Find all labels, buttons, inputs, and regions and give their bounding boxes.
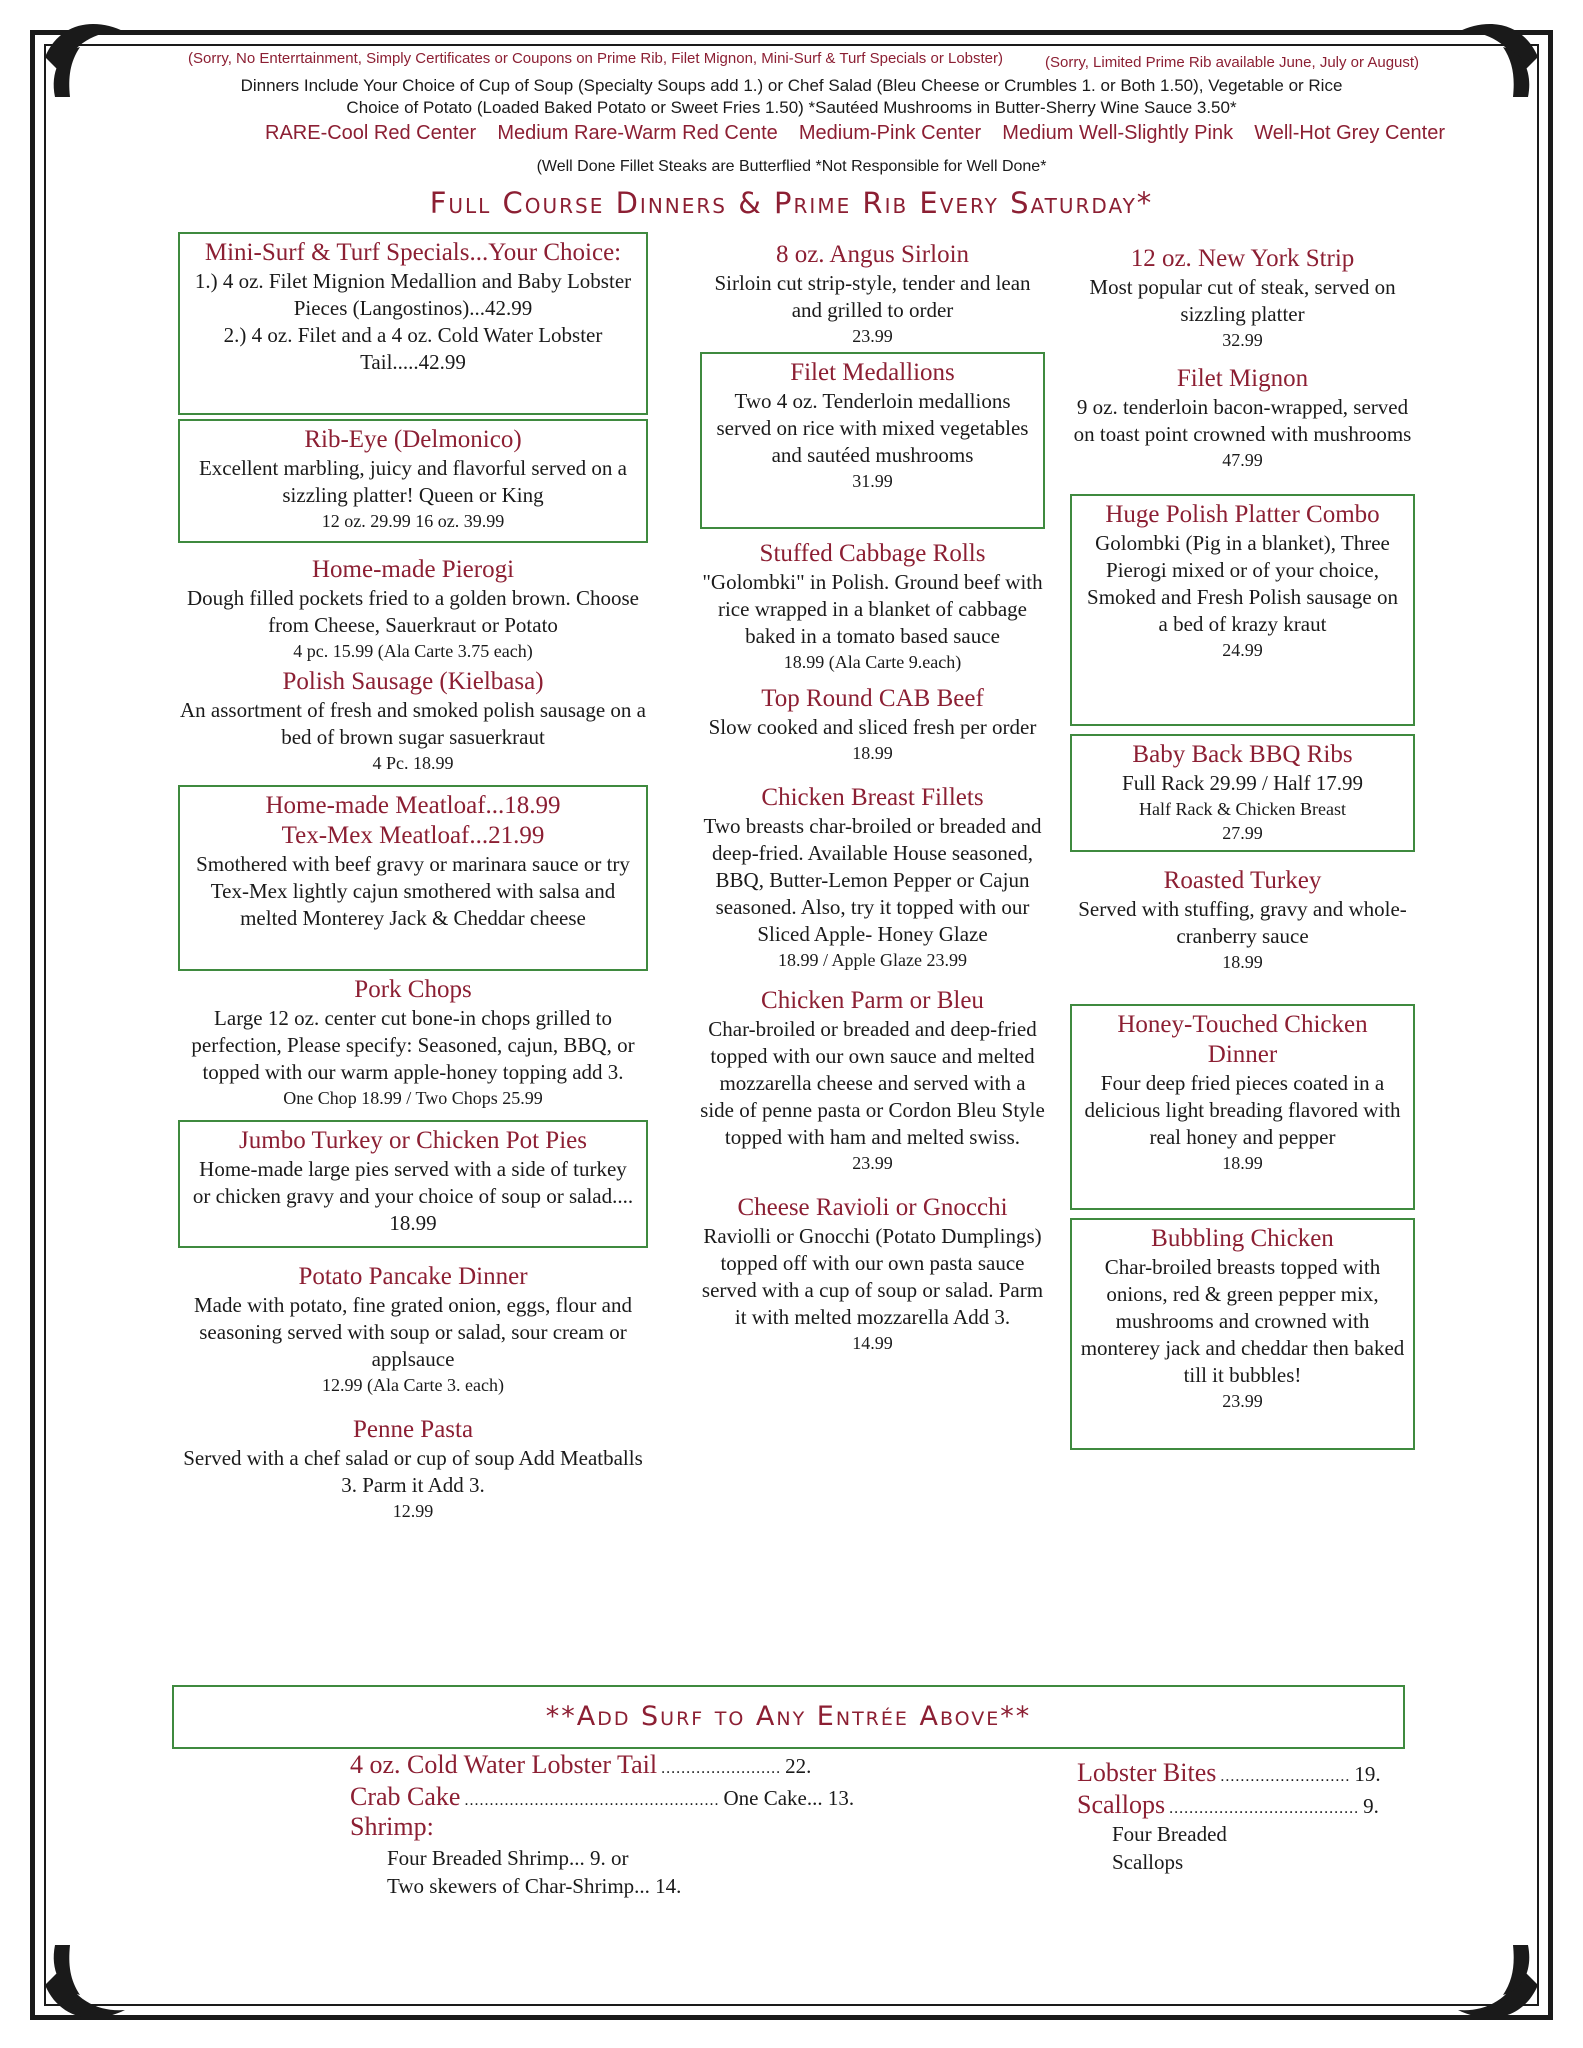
scallops-detail-2: Scallops	[1112, 1850, 1184, 1874]
item-desc: Dough filled pockets fried to a golden brown. Choose from Cheese, Sauerkraut or Potato	[187, 586, 639, 637]
item-desc: Home-made large pies served with a side of turkey or chicken gravy and your choice of soup or salad.... 18.99	[192, 1157, 634, 1235]
doneness-well: Well-Hot Grey Center	[1254, 122, 1445, 144]
item-price: 4 pc. 15.99 (Ala Carte 3.75 each)	[293, 641, 533, 661]
item-price: One Chop 18.99 / Two Chops 25.99	[283, 1088, 543, 1108]
item-price: 18.99 (Ala Carte 9.each)	[783, 652, 962, 672]
item-price: 23.99	[852, 1153, 893, 1173]
menu-item	[700, 684, 1045, 765]
item-desc: An assortment of fresh and smoked polish sausage on a bed of brown sugar sasuerkraut	[180, 698, 646, 749]
leader-dots: ......................................	[1169, 1800, 1360, 1817]
menu-item	[700, 240, 1045, 348]
item-price: 18.99	[852, 743, 893, 763]
item-price: 23.99	[1222, 1391, 1263, 1411]
item-price: 24.99	[1222, 640, 1263, 660]
crab-cake-name: Crab Cake	[350, 1782, 461, 1811]
well-done-note: (Well Done Fillet Steaks are Butterflied *Not Responsible for Well Done*	[536, 158, 1047, 175]
menu-item	[1070, 866, 1415, 974]
item-price: 18.99	[1222, 1153, 1263, 1173]
item-name: Pork Chops	[354, 976, 472, 1003]
item-desc: "Golombki" in Polish. Ground beef with rice wrapped in a blanket of cabbage baked in a tomato based sauce	[702, 570, 1043, 648]
item-price: 18.99	[1222, 952, 1263, 972]
menu-item	[178, 975, 648, 1110]
lobster-tail-row	[350, 1750, 811, 1780]
dinner-includes-line: Dinners Include Your Choice of Cup of Soup (Specialty Soups add 1.) or Chef Salad (Bleu Cheese or Crumbles 1. or Both 1.50), Vegetable or Rice	[240, 76, 1343, 95]
item-name: Potato Pancake Dinner	[298, 1263, 528, 1290]
item-desc: Four deep fried pieces coated in a delicious light breading flavored with real honey and pepper	[1084, 1071, 1401, 1149]
menu-item	[1070, 364, 1415, 472]
scallops-row	[1077, 1790, 1379, 1820]
doneness-medium: Medium-Pink Center	[798, 122, 982, 144]
scallops-detail-1: Four Breaded	[1112, 1822, 1227, 1846]
add-surf-title: **Add Surf to Any Entrée Above**	[545, 1701, 1032, 1732]
shrimp-heading: Shrimp:	[350, 1812, 434, 1841]
item-name: Chicken Parm or Bleu	[761, 987, 984, 1014]
doneness-medium-well: Medium Well-Slightly Pink	[1002, 122, 1234, 144]
item-desc: 1.) 4 oz. Filet Mignion Medallion and Baby Lobster Pieces (Langostinos)...42.99	[194, 269, 632, 320]
item-name: 12 oz. New York Strip	[1130, 245, 1355, 272]
item-price: 23.99	[852, 326, 893, 346]
item-name: Tex-Mex Meatloaf...21.99	[281, 822, 545, 849]
item-price: 12.99 (Ala Carte 3. each)	[322, 1375, 504, 1395]
item-name: Top Round CAB Beef	[761, 685, 984, 712]
item-desc: Large 12 oz. center cut bone-in chops grilled to perfection, Please specify: Seasoned, cajun, BBQ, or topped with our warm apple-honey topping add 3.	[191, 1006, 635, 1084]
item-desc: 2.) 4 oz. Filet and a 4 oz. Cold Water Lobster Tail.....42.99	[223, 323, 603, 374]
crab-cake-row	[350, 1782, 854, 1812]
doneness-medium-rare: Medium Rare-Warm Red Cente	[497, 122, 778, 144]
item-price: 4 Pc. 18.99	[372, 753, 454, 773]
coupon-note: (Sorry, No Enterrtainment, Simply Certificates or Coupons on Prime Rib, Filet Mignon, Mini-Surf & Turf Specials or Lobster)	[188, 50, 1004, 67]
item-desc: Served with stuffing, gravy and whole-cranberry sauce	[1078, 897, 1407, 948]
item-desc: Golombki (Pig in a blanket), Three Pierogi mixed or of your choice, Smoked and Fresh Polish sausage on a bed of krazy kraut	[1087, 531, 1398, 636]
prime-rib-note: (Sorry, Limited Prime Rib available June, July or August)	[1045, 54, 1420, 71]
item-name: Mini-Surf & Turf Specials...Your Choice:	[204, 239, 622, 266]
item-name: Filet Mignon	[1176, 365, 1309, 392]
page-title: Full Course Dinners & Prime Rib Every Saturday*	[429, 186, 1154, 220]
doneness-guide	[265, 122, 1445, 145]
item-name: Rib-Eye (Delmonico)	[304, 426, 522, 453]
menu-item	[1070, 734, 1415, 852]
menu-item	[1070, 244, 1415, 352]
menu-item	[1070, 494, 1415, 726]
menu-item	[700, 1193, 1045, 1355]
item-price: 32.99	[1222, 330, 1263, 350]
item-name: 8 oz. Angus Sirloin	[775, 241, 970, 268]
item-price: 12 oz. 29.99 16 oz. 39.99	[321, 511, 505, 531]
corner-ornament-icon	[40, 1940, 130, 2030]
menu-item	[178, 1415, 648, 1523]
item-desc: Slow cooked and sliced fresh per order	[708, 715, 1037, 739]
item-price: 12.99	[392, 1501, 434, 1521]
item-desc: Char-broiled or breaded and deep-fried topped with our own sauce and melted mozzarella cheese and served with a side of penne pasta or Cordon Bleu Style topped with ham and melted swiss.	[700, 1017, 1045, 1149]
item-desc: Sirloin cut strip-style, tender and lean and grilled to order	[714, 271, 1031, 322]
menu-item	[700, 539, 1045, 674]
item-desc: Most popular cut of steak, served on sizzling platter	[1089, 275, 1396, 326]
item-name: Stuffed Cabbage Rolls	[759, 540, 986, 567]
item-name: Jumbo Turkey or Chicken Pot Pies	[239, 1127, 587, 1154]
lobster-bites-price: 19.	[1354, 1762, 1381, 1786]
crab-cake-price: One Cake... 13.	[723, 1786, 855, 1810]
menu-item	[178, 1120, 648, 1248]
scallops-price: 9.	[1363, 1794, 1379, 1818]
item-desc: Smothered with beef gravy or marinara sauce or try Tex-Mex lightly cajun smothered with salsa and melted Monterey Jack & Cheddar cheese	[196, 852, 630, 930]
lobster-tail-price: 22.	[785, 1754, 812, 1778]
item-desc: Raviolli or Gnocchi (Potato Dumplings) topped off with our own pasta sauce served with a cup of soup or salad. Parm it with melted mozzarella Add 3.	[701, 1224, 1044, 1329]
menu-item	[700, 986, 1045, 1175]
item-price: 27.99	[1222, 823, 1263, 843]
item-name: Bubbling Chicken	[1151, 1225, 1334, 1252]
menu-item	[1070, 1218, 1415, 1450]
item-price: 47.99	[1222, 450, 1263, 470]
item-desc: Full Rack 29.99 / Half 17.99	[1122, 771, 1363, 795]
item-name: Honey-Touched Chicken Dinner	[1117, 1011, 1368, 1068]
potato-choice-line: Choice of Potato (Loaded Baked Potato or Sweet Fries 1.50) *Sautéed Mushrooms in Butter-Sherry Wine Sauce 3.50*	[346, 98, 1237, 117]
lobster-bites-name: Lobster Bites	[1077, 1758, 1217, 1787]
item-name: Huge Polish Platter Combo	[1105, 501, 1380, 528]
menu-item	[700, 783, 1045, 972]
item-price: 31.99	[852, 471, 893, 491]
item-name: Penne Pasta	[352, 1416, 474, 1443]
item-name: Polish Sausage (Kielbasa)	[282, 668, 544, 695]
shrimp-option-1: Four Breaded Shrimp... 9. or	[387, 1846, 629, 1870]
menu-item	[178, 1262, 648, 1397]
menu-column-3	[1070, 244, 1415, 1450]
leader-dots: ..........................	[1220, 1768, 1351, 1785]
doneness-rare: RARE-Cool Red Center	[265, 122, 477, 144]
item-name: Home-made Meatloaf...18.99	[265, 792, 561, 819]
item-desc: Two 4 oz. Tenderloin medallions served on rice with mixed vegetables and sautéed mushrooms	[716, 389, 1029, 467]
item-price: 18.99 / Apple Glaze 23.99	[778, 950, 967, 970]
item-desc: Made with potato, fine grated onion, eggs, flour and seasoning served with soup or salad, sour cream or applsauce	[194, 1293, 632, 1371]
shrimp-option-2: Two skewers of Char-Shrimp... 14.	[387, 1874, 682, 1898]
item-desc: Two breasts char-broiled or breaded and deep-fried. Available House seasoned, BBQ, Butter-Lemon Pepper or Cajun seasoned. Also, try it topped with our Sliced Apple- Honey Glaze	[703, 814, 1042, 946]
scallops-name: Scallops	[1077, 1790, 1166, 1819]
item-price: 14.99	[852, 1333, 893, 1353]
menu-item	[1070, 1004, 1415, 1210]
item-name: Baby Back BBQ Ribs	[1132, 741, 1353, 768]
menu-item	[700, 352, 1045, 529]
item-desc: Excellent marbling, juicy and flavorful served on a sizzling platter! Queen or King	[198, 456, 628, 507]
lobster-tail-name: 4 oz. Cold Water Lobster Tail	[350, 1750, 658, 1779]
menu-column-1	[178, 232, 648, 1523]
item-name: Chicken Breast Fillets	[761, 784, 984, 811]
menu-item	[178, 232, 648, 415]
menu-column-2	[700, 240, 1045, 1355]
menu-item	[178, 419, 648, 543]
leader-dots: ........................	[661, 1760, 782, 1777]
item-name: Filet Medallions	[790, 359, 955, 386]
menu-item	[178, 667, 648, 775]
item-name: Cheese Ravioli or Gnocchi	[737, 1194, 1008, 1221]
item-price: Half Rack & Chicken Breast	[1139, 799, 1346, 819]
leader-dots: ...................................................	[464, 1792, 720, 1809]
item-desc: Char-broiled breasts topped with onions, red & green pepper mix, mushrooms and crowned with monterey jack and cheddar then baked till it bubbles!	[1080, 1255, 1405, 1387]
menu-item	[178, 555, 648, 663]
item-name: Home-made Pierogi	[311, 556, 515, 583]
item-desc: Served with a chef salad or cup of soup Add Meatballs 3. Parm it Add 3.	[183, 1446, 643, 1497]
corner-ornament-icon	[1453, 1940, 1543, 2030]
item-desc: 9 oz. tenderloin bacon-wrapped, served on toast point crowned with mushrooms	[1073, 395, 1412, 446]
lobster-bites-row	[1077, 1758, 1381, 1788]
menu-item	[178, 785, 648, 971]
item-name: Roasted Turkey	[1163, 867, 1322, 894]
add-surf-banner	[172, 1685, 1405, 1749]
